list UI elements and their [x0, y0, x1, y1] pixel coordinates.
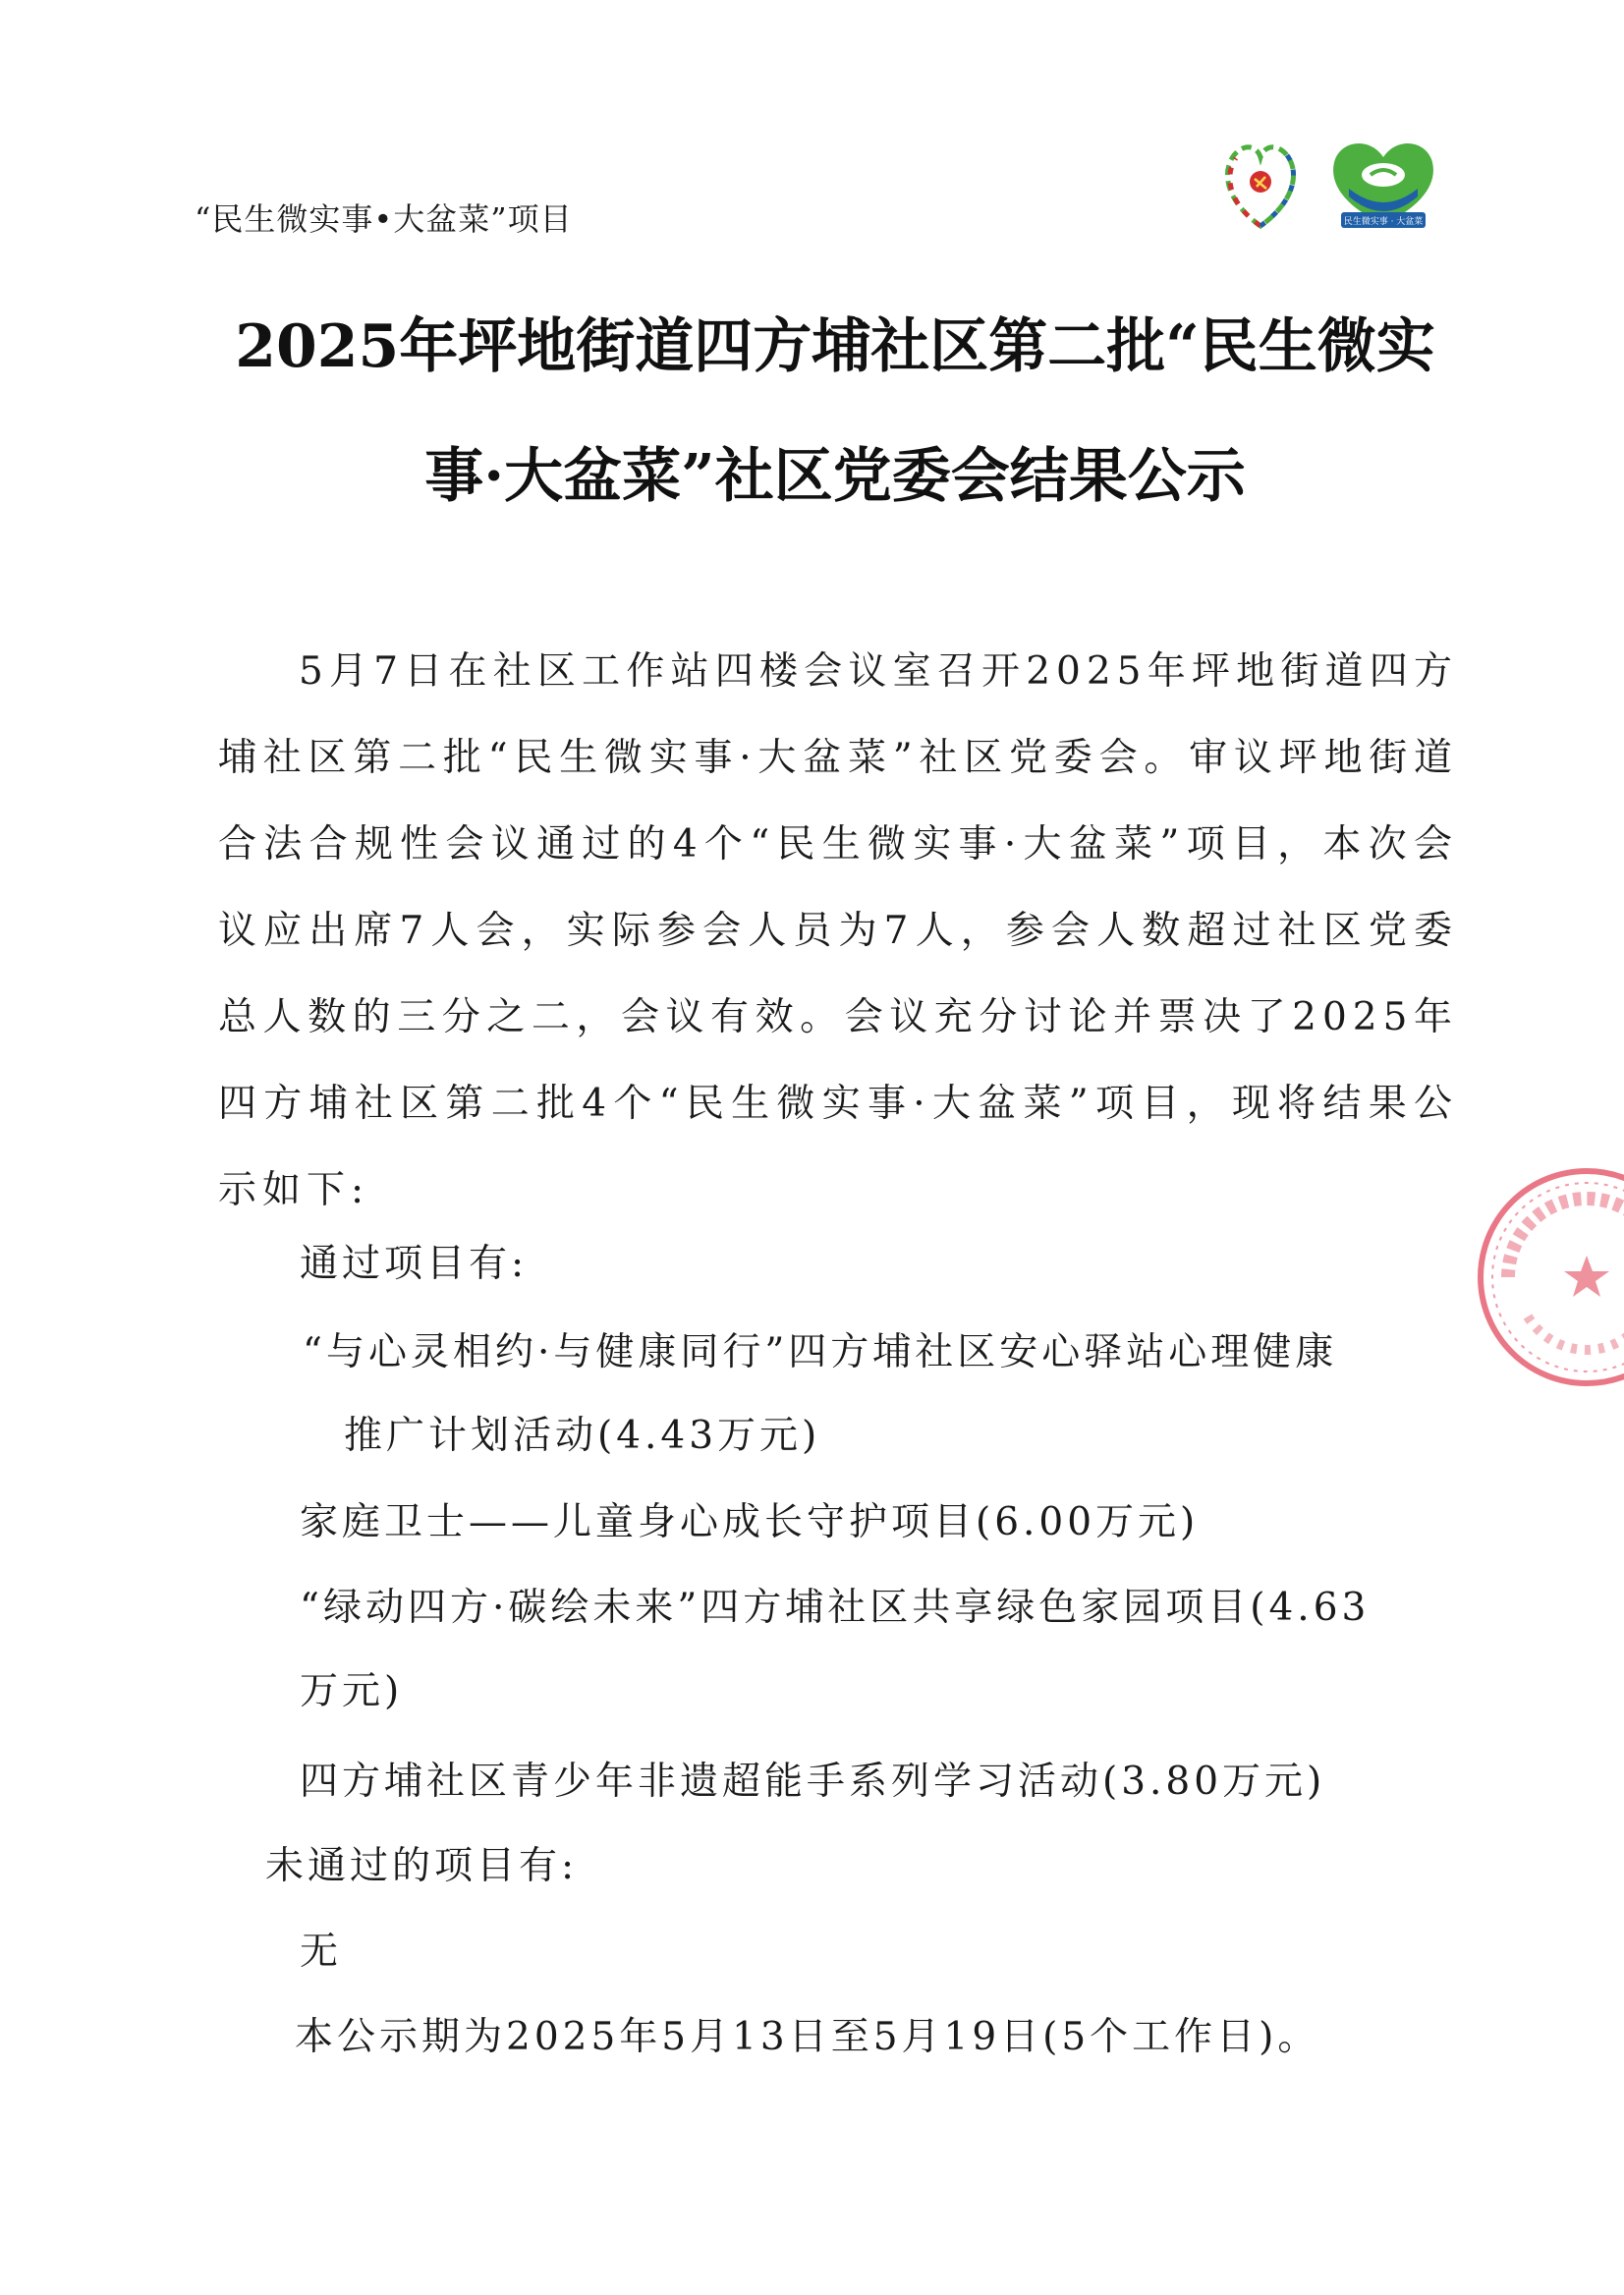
logo-text: 民生微实事 · 大盆菜: [1343, 217, 1424, 227]
passed-item-4-line-1: 四方埔社区青少年非遗超能手系列学习活动(3.80万元): [300, 1760, 1326, 1804]
page-title-line-2: 事·大盆菜”社区党委会结果公示: [424, 442, 1246, 511]
passed-item-2-line-1: 家庭卫士——儿童身心成长守护项目(6.00万元): [300, 1500, 1200, 1544]
bowl-logo-icon: [1319, 128, 1447, 236]
passed-item-3-line-1: “绿动四方·碳绘未来”四方埔社区共享绿色家园项目(4.63: [300, 1586, 1371, 1630]
passed-item-1-line-2: 推广计划活动(4.43万元): [344, 1414, 821, 1458]
passed-heading: 通过项目有:: [300, 1242, 529, 1286]
failed-value: 无: [300, 1930, 343, 1974]
passed-item-3-line-2: 万元): [300, 1669, 404, 1713]
passed-item-1-line-1: “与心灵相约·与健康同行”四方埔社区安心驿站心理健康: [303, 1330, 1338, 1374]
intro-paragraph: 5月7日在社区工作站四楼会议室召开2025年坪地街道四方埔社区第二批“民生微实事·大盆菜”社区党委会。审议坪地街道合法合规性会议通过的4个“民生微实事·大盆菜”项目，本次会议应出席7人会，实际参会人员为7人，参会人数超过社区党委总人数的三分之二，会议有效。会议充分讨论并票决了2025年四方埔社区第二批4个“民生微实事·大盆菜”项目，现将结果公示如下:: [218, 649, 1458, 1212]
logo-group: [1216, 128, 1452, 246]
official-seal-icon: [1469, 1159, 1624, 1395]
party-heart-logo-icon: [1216, 128, 1305, 236]
page-title-line-1: 2025年坪地街道四方埔社区第二批“民生微实: [235, 312, 1435, 381]
header-label: “民生微实事•大盆菜”项目: [195, 200, 573, 238]
failed-heading: 未通过的项目有:: [265, 1844, 579, 1888]
publicity-period: 本公示期为2025年5月13日至5月19日(5个工作日)。: [295, 2015, 1320, 2059]
